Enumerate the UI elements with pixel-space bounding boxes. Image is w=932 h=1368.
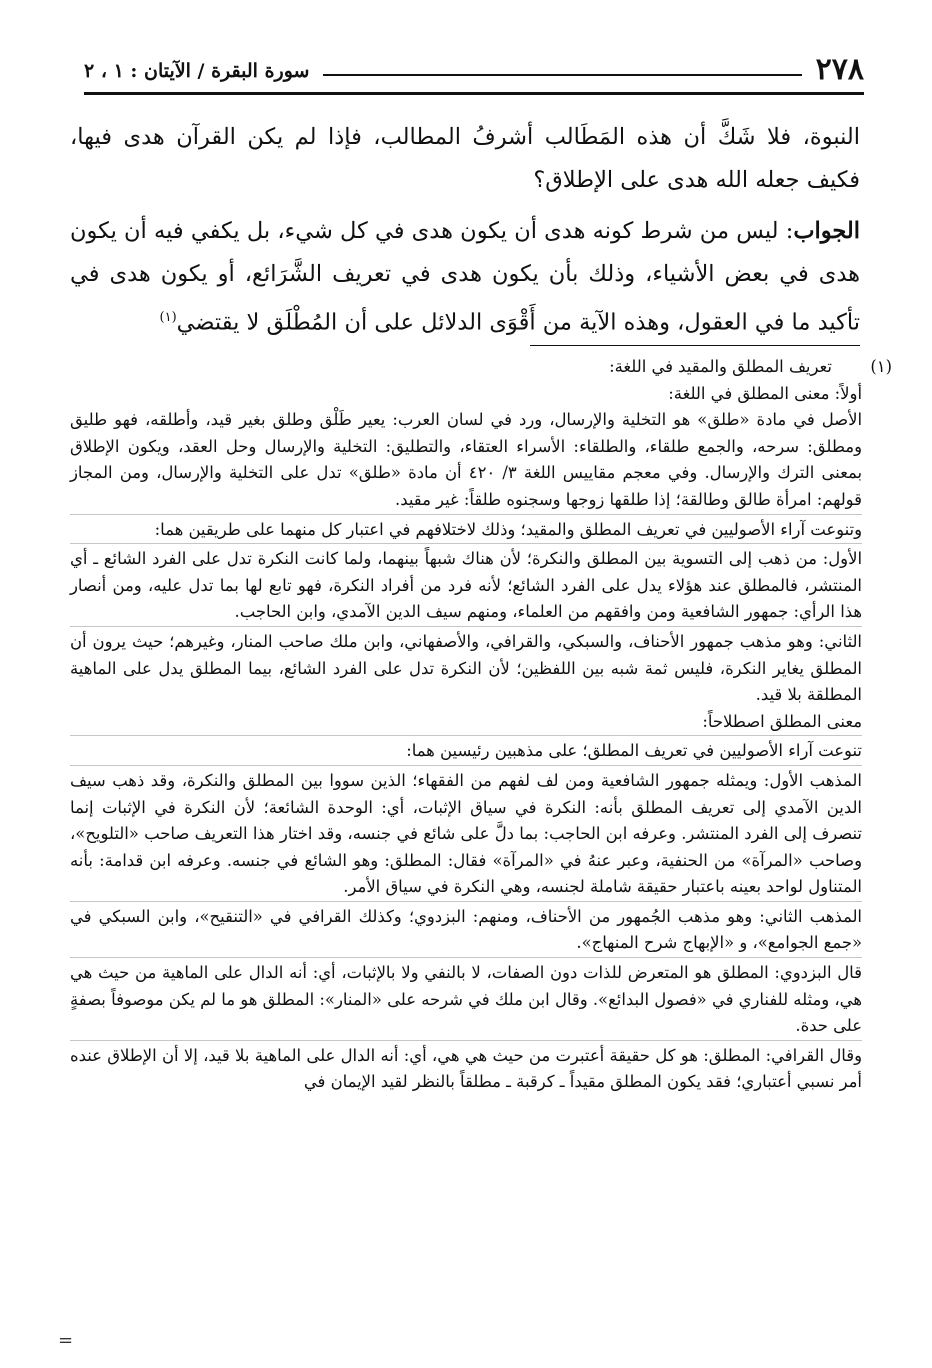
main-text	[70, 116, 860, 353]
footnote-line: (١)تعريف المطلق والمقيد في اللغة:	[70, 354, 862, 381]
paragraph-question	[70, 116, 860, 202]
footnotes	[70, 354, 892, 1096]
continuation-mark: =	[58, 1330, 74, 1351]
footnote-line: معنى المطلق اصطلاحاً:	[702, 711, 862, 731]
footnote-line: الثاني: وهو مذهب جمهور الأحناف، والسبكي، والقرافي، والأصفهاني، وابن ملك صاحب المنار، وغيرهم؛ حيث يرون أن المطلق يغاير النكرة، فليس ثمة شبه بين اللفظين؛ لأن النكرة تدل على الفرد الشائع، بيما المطلق يدل على الماهية المطلقة بلا قيد.	[70, 626, 862, 709]
footnote-line: وقال القرافي: المطلق: هو كل حقيقة أعتبرت من حيث هي هي، أي: أنه الدال على الماهية بلا قيد، إلا أن الإطلاق عنده أمر نسبي أعتباري؛ فقد يكون المطلق مقيداً ـ كرقبة ـ مطلقاً بالنظر لقيد الإيمان في	[70, 1040, 862, 1096]
footnote-line: قال البزدوي: المطلق هو المتعرض للذات دون الصفات، لا بالنفي ولا بالإثبات، أي: أنه الدال على الماهية من حيث هي هي، ومثله للفناري في «فصول البدائع». وقال ابن ملك في شرحه على «المنار»: المطلق هو ما لم يكن موصوفاً بصفةٍ على حدة.	[70, 957, 862, 1040]
footnote-line: الأصل في مادة «طلق» هو التخلية والإرسال، ورد في لسان العرب: يعير طَلْق وطلق بغير قيد، وأطلقه، فهو طليق ومطلق: سرحه، والجمع طلقاء، والطلقاء: الأسراء العتقاء، والتطليق: التخلية والإرسال وحل العقد، ويكون الإطلاق بمعنى الترك والإرسال. وفي معجم مقاييس اللغة ٣/ ٤٢٠ أن مادة «طلق» تدل على التخلية والإرسال، ومن المجاز قولهم: امرأة طالق وطالقة؛ إذا طلقها زوجها وسجنوه طلقاً: غير مقيد.	[70, 410, 863, 509]
footnote-ref[interactable]: (١)	[159, 310, 177, 325]
footnote-line: تنوعت آراء الأصوليين في تعريف المطلق؛ على مذهبين رئيسين هما:	[70, 735, 862, 765]
footnote-line: أولاً: معنى المطلق في اللغة:	[668, 383, 862, 403]
footnote-separator	[530, 345, 860, 346]
paragraph-answer	[70, 210, 860, 345]
header-title: سورة البقرة / الآيتان : ١ ، ٢	[84, 60, 310, 82]
footnote-number: (١)	[870, 357, 892, 376]
header-rule	[323, 74, 801, 76]
running-header	[84, 44, 864, 95]
paragraph-text: : ليس من شرط كونه هدى أن يكون هدى في كل شيء، بل يكفي فيه أن يكون هدى في بعض الأشياء، وذلك بأن يكون هدى في تعريف الشَّرَائع، أو يكون هدى في تأكيد ما في العقول، وهذه الآية من أَقْوَى الدلائل على أن المُطْلَق لا يقتضي	[70, 218, 860, 336]
footnote-line: وتنوعت آراء الأصوليين في تعريف المطلق والمقيد؛ وذلك لاختلافهم في اعتبار كل منهما على طريقين هما:	[70, 514, 862, 544]
page-number: ٢٧٨	[815, 52, 864, 87]
footnote-line: المذهب الأول: ويمثله جمهور الشافعية ومن لف لفهم من الفقهاء؛ الذين سووا بين المطلق والنكرة، وقد ذهب سيف الدين الآمدي إلى تعريف المطلق بأنه: النكرة في سياق الإثبات، أي: الوحدة الشائعة؛ لأن النكرة في الإثبات إنما تنصرف إلى الفرد المنتشر. وعرفه ابن الحاجب: بما دلَّ على شائع في جنسه، وقد اختار هذا التعريف صاحب «التلويح»، وصاحب «المرآة» من الحنفية، وعبر عنهُ في «المرآة» فقال: المطلق: وهو الشائع في جنسه. وعرفه ابن قدامة: بأنه المتناول لواحد بعينه باعتبار حقيقة شاملة لجنسه، وهي النكرة في سياق الأمر.	[70, 765, 862, 901]
footnote-line: المذهب الثاني: وهو مذهب الجُمهور من الأحناف، ومنهم: البزدوي؛ وكذلك القرافي في «التنقيح»، وابن السبكي في «جمع الجوامع»، و «الإبهاج شرح المنهاج».	[70, 901, 862, 957]
answer-label: الجواب	[793, 218, 860, 244]
paragraph-text: النبوة، فلا شَكَّ أن هذه المَطَالب أشرفُ المطالب، فإذا لم يكن القرآن هدى فيها، فكيف جعله الله هدى على الإطلاق؟	[70, 124, 860, 193]
footnote-line: الأول: من ذهب إلى التسوية بين المطلق والنكرة؛ لأن هناك شبهاً بينهما، ولما كانت النكرة تدل على الفرد الشائع ـ أي المنتشر، فالمطلق عند هؤلاء يدل على الفرد الشائع؛ لأنه فرد من أفراد النكرة، فهو تابع لها بما تدل عليه، ومن أنصار هذا الرأي: جمهور الشافعية ومن وافقهم من العلماء، ومنهم سيف الدين الآمدي، وابن الحاجب.	[70, 543, 862, 626]
